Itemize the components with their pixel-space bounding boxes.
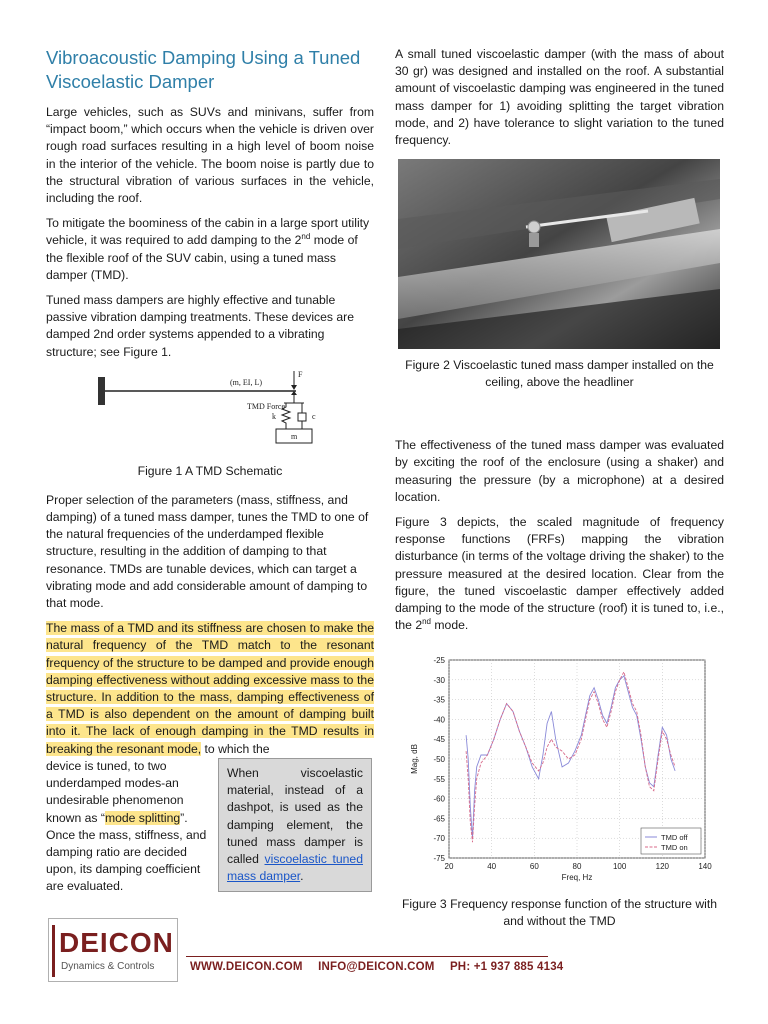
footer-website-link[interactable]: WWW.DEICON.COM (190, 961, 303, 973)
y-tick-label: -50 (433, 755, 445, 765)
figure-2-caption: Figure 2 Viscoelastic tuned mass damper installed on the ceiling, above the headliner (405, 358, 714, 390)
figure-1-tmd-schematic (46, 369, 374, 459)
y-tick-label: -25 (433, 656, 445, 666)
x-tick-label: 120 (655, 862, 670, 872)
footer-divider (186, 956, 548, 957)
wall-support (98, 377, 105, 405)
y-axis-label: Mag, dB (410, 744, 419, 775)
x-axis-label: Freq, Hz (561, 873, 593, 883)
tmd-force-label: TMD Force (247, 401, 285, 411)
paragraph-figure-3-description: Figure 3 depicts, the scaled magnitude of frequency response functions (FRFs) mapping the vibration disturbance (in terms of the voltage driving the shaker) to the pressure measured at the desired location. Clear from the figure, the tuned viscoelastic damper effectively added damping to the mode of the structure (roof) it is tuned to, i.e., the 2nd mode. (395, 515, 724, 633)
x-tick-label: 60 (529, 862, 539, 872)
y-tick-label: -40 (433, 715, 445, 725)
y-tick-label: -60 (433, 795, 445, 805)
mode-splitting-block (46, 758, 374, 896)
figure-3-caption: Figure 3 Frequency response function of the structure with and without the TMD (401, 897, 717, 929)
paragraph-intro: Large vehicles, such as SUVs and minivans, suffer from “impact boom,” which occurs when the vehicle is driven over rough road surfaces resulting in a high level of boom noise in the interior of the vehicle. The boom noise is partly due to the structural vibration of various surfaces in the vehicle, including the roof. (46, 105, 374, 206)
deicon-logo (48, 918, 178, 982)
paragraph-mode-splitting: device is tuned, to two underdamped modes-an undesirable phenomenon known as “mode splitting”. Once the mass, stiffness, and damping ratio are decided upon, its damping coefficient are evaluated. (46, 758, 207, 894)
paragraph-mass-stiffness: The mass of a TMD and its stiffness are chosen to make the natural frequency of the TMD match to the resonant frequency of the structure to be damped and provide enough damping effectiveness without adding excessive mass to the structure. In addition to the mass, damping effectiveness of a TMD is also dependent on the amount of damping built into it. The lack of enough damping in the TMD results in breaking the resonant mode, to which the (46, 621, 374, 756)
figure-3-frf-chart (405, 652, 715, 892)
x-tick-label: 100 (612, 862, 627, 872)
legend-entry: TMD off (661, 833, 688, 843)
legend-entry: TMD on (661, 843, 688, 853)
figure-1-caption: Figure 1 A TMD Schematic (137, 463, 283, 478)
logo-wordmark: DEICON (59, 927, 174, 958)
footer-email-link[interactable]: INFO@DEICON.COM (318, 961, 435, 973)
paragraph-effectiveness: The effectiveness of the tuned mass damper was evaluated by exciting the roof of the enclosure (using a shaker) and measuring the pressure (by a microphone) at a desired location. (395, 438, 724, 504)
footer-contact (190, 961, 575, 973)
y-tick-label: -55 (433, 775, 445, 785)
page-title: Vibroacoustic Damping Using a Tuned Viscoelastic Damper (46, 47, 361, 92)
footer-phone: PH: +1 937 885 4134 (449, 961, 564, 973)
c-label: c (312, 411, 316, 421)
damper-photo-illustration (398, 159, 720, 349)
x-tick-label: 80 (572, 862, 582, 872)
figure-2-damper-photo (398, 159, 720, 349)
viscoelastic-note-box: When viscoelastic material, instead of a dashpot, is used as the damping element, the tuned mass damper is called viscoelastic tuned mass damper. (218, 758, 372, 892)
x-tick-label: 140 (698, 862, 712, 872)
paragraph-small-damper: A small tuned viscoelastic damper (with the mass of about 30 gr) was designed and installed on the roof. A substantial amount of viscoelastic damping was engineered in the tuned mass damper for 1) avoiding splitting the target vibration mode, and 2) have tolerance to slight variation to the tuned frequency. (395, 47, 724, 148)
m-label: m (291, 431, 298, 441)
y-tick-label: -35 (433, 696, 445, 706)
y-tick-label: -70 (433, 834, 445, 844)
y-tick-label: -45 (433, 735, 445, 745)
force-label: F (298, 369, 303, 379)
beam-label: (m, EI, L) (230, 377, 262, 387)
y-tick-label: -30 (433, 676, 445, 686)
highlighted-text: The mass of a TMD and its stiffness are chosen to make the natural frequency of the TMD match to the resonant frequency of the structure to be damped and provide enough damping effectiveness without adding excessive mass to the structure. In addition to the mass, damping effectiveness of a TMD is also dependent on the amount of damping built into it. The lack of enough damping in the TMD results in breaking the resonant mode, (46, 621, 374, 756)
viscoelastic-tuned-mass-damper-link[interactable]: viscoelastic tuned mass damper (227, 851, 363, 884)
x-tick-label: 40 (487, 862, 497, 872)
y-tick-label: -75 (433, 854, 445, 864)
right-column (395, 46, 724, 930)
y-tick-label: -65 (433, 814, 445, 824)
paragraph-parameter-selection: Proper selection of the parameters (mass, stiffness, and damping) of a tuned mass damper, tunes the TMD to one of the natural frequencies of the underdamped flexible structure, resulting in the addition of damping to that resonance. TMDs are tunable devices, which can target a vibrating mode and add considerable amount of damping to that mode. (46, 492, 369, 611)
logo-tagline: Dynamics & Controls (61, 961, 155, 972)
mode-splitting-highlight: mode splitting (104, 810, 181, 825)
left-column (46, 46, 374, 904)
paragraph-mitigate: To mitigate the boominess of the cabin in a large sport utility vehicle, it was required to add damping to the 2nd mode of the flexible roof of the SUV cabin, using a tuned mass damper (TMD). (46, 216, 370, 282)
paragraph-tmd-intro: Tuned mass dampers are highly effective and tunable passive vibration damping treatments. These devices are damped 2nd order systems appended to a vibrating structure; see Figure 1. (46, 293, 355, 359)
x-tick-label: 20 (444, 862, 454, 872)
k-label: k (272, 411, 276, 421)
tmd-schematic-diagram (46, 369, 374, 459)
